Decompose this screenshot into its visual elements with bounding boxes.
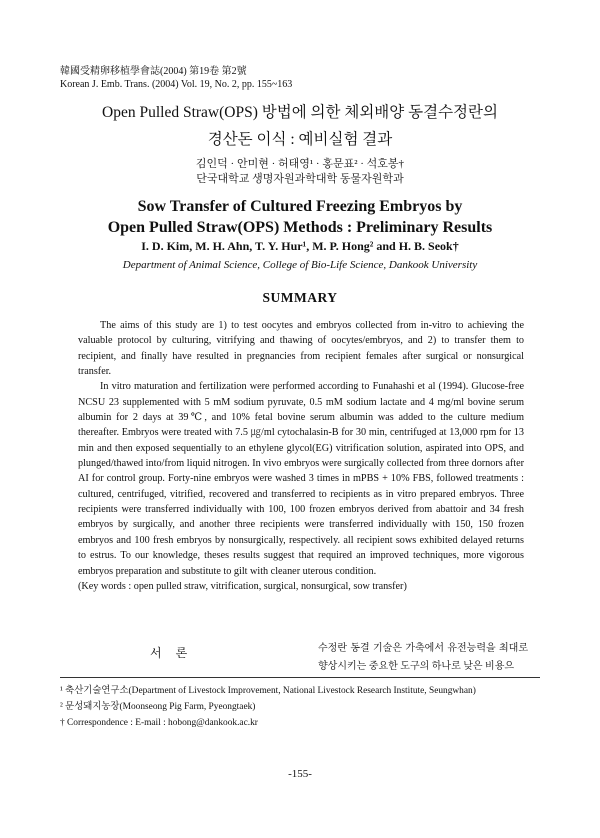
korean-affiliation: 단국대학교 생명자원과학대학 동물자원학과 [196, 173, 404, 185]
keywords: (Key words : open pulled straw, vitrification, surgical, nonsurgical, sow transfer) [78, 580, 407, 592]
english-title [0, 196, 600, 238]
summary-body [78, 318, 524, 594]
korean-authors: 김인덕 · 안미현 · 허태영¹ · 홍문표² · 석호봉† [195, 158, 405, 170]
journal-citation [60, 65, 292, 91]
footnote-2: ² 문성돼지농장(Moonseong Pig Farm, Pyeongtaek) [60, 702, 256, 712]
footnotes [60, 683, 540, 731]
page-number: -155- [288, 768, 312, 780]
english-department: Department of Animal Science, College of Bio-Life Science, Dankook University [122, 259, 478, 271]
footnote-1: ¹ 축산기술연구소(Department of Livestock Improvement, National Livestock Research Institute, Seungwhan) [60, 686, 476, 696]
introduction-heading: 서론 [150, 646, 202, 660]
introduction-text: 수정란 동결 기술은 가축에서 유전능력을 최대로 향상시키는 중요한 도구의 하나로 낮은 비용으 [318, 643, 528, 672]
korean-title-line1: Open Pulled Straw(OPS) 방법에 의한 체외배양 동결수정란의 [102, 104, 498, 121]
footnote-divider [60, 677, 540, 678]
summary-paragraph-1: The aims of this study are 1) to test oocytes and embryos collected from in-vitro to achieving the valuable protocol by culturing, vitrifying and thawing of oocytes/embryos, and 2) to transfer them to recipient, and finally have resulted in pregnancies from recipient females after surgical or nonsurgical transfer. [78, 320, 524, 378]
korean-title-line2: 경산돈 이식 : 예비실험 결과 [207, 131, 393, 148]
journal-line-english: Korean J. Emb. Trans. (2004) Vol. 19, No. 2, pp. 155~163 [60, 79, 293, 90]
english-title-line2: Open Pulled Straw(OPS) Methods : Preliminary Results [107, 219, 493, 236]
summary-heading: SUMMARY [262, 290, 338, 305]
english-authors: I. D. Kim, M. H. Ahn, T. Y. Hur¹, M. P. Hong² and H. B. Seok† [141, 239, 459, 253]
summary-paragraph-2: In vitro maturation and fertilization were performed according to Funahashi et al (1994). Glucose-free NCSU 23 supplemented with 5 mM sodium pyruvate, 0.5 mM sodium lactate and 4 mg/ml bovine serum albumin for 2 days at 39℃, and 10% fetal bovine serum albumin was added to the culture medium thereafter. Embryos were treated with 7.5 ㎍/ml cytochalasin-B for 30 min, centrifuged at 13,000 rpm for 13 min and then exposed sequentially to an ethylene glycol(EG) vitrification solution, aspirated into OPS, and plunged/thawed into/from liquid nitrogen. In vivo embryos were surgically collected from three dornors after AI for control group. Forty-nine embryos were washed 3 times in mPBS + 10% FBS, followed treatments : cultured, centrifuged, vitrified, recovered and transferred to recipients as in vitro prepared embryos. Three recipients were transferred individually with 100, 100 frozen embryos derived from abattoir and 34 fresh embryos by surgically, and another three recipients were transferred individually with 150, 150 frozen embryos and 100 fresh embryos by nonsurgically, respectively. all recipient sows exhibited delayed returns to estrus. To our knowledge, theses results suggest that required an improved techniques, more vigorous embryos preparation and substitute to gilt with cleaner uterous condition. [78, 381, 524, 577]
journal-line-korean: 韓國受精卵移植學會誌(2004) 第19卷 第2號 [60, 66, 247, 77]
english-title-line1: Sow Transfer of Cultured Freezing Embryos by [137, 198, 463, 215]
footnote-correspondence: † Correspondence : E-mail : hobong@dankook.ac.kr [60, 718, 258, 728]
